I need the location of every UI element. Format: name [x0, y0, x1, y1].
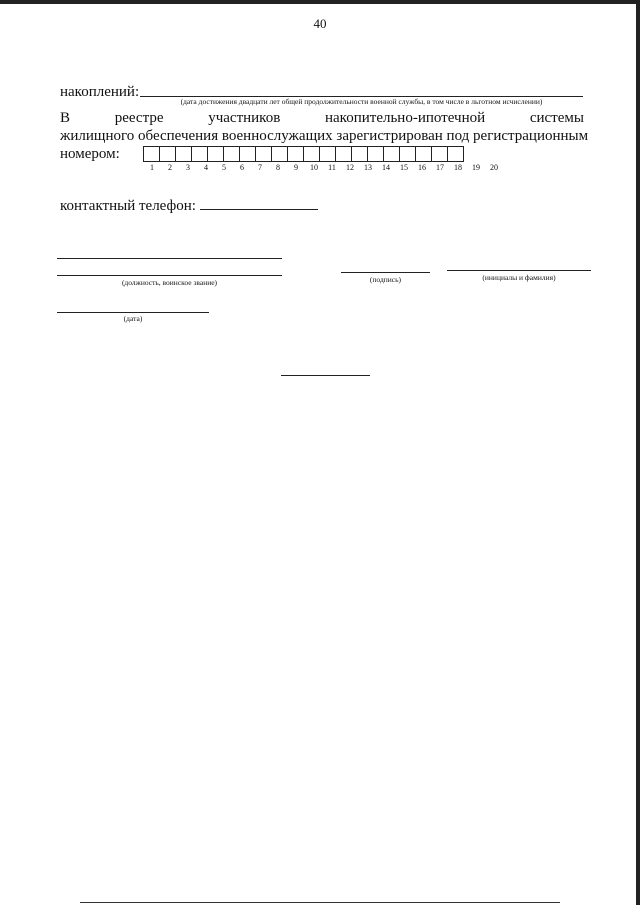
- registration-cell-numbers: [143, 163, 503, 172]
- accumulation-label: накоплений:: [60, 84, 140, 100]
- position-line-upper[interactable]: [57, 258, 282, 259]
- registration-cell[interactable]: [207, 146, 224, 162]
- registration-cell[interactable]: [415, 146, 432, 162]
- registration-cell[interactable]: [159, 146, 176, 162]
- name-line[interactable]: [447, 270, 591, 271]
- registration-cell-number: 20: [490, 163, 498, 172]
- registry-word: реестре: [114, 110, 164, 126]
- registry-word: участников: [208, 110, 281, 126]
- registry-word: накопительно-ипотечной: [325, 110, 486, 126]
- registration-cell[interactable]: [383, 146, 400, 162]
- scan-edge-right: [636, 0, 640, 905]
- registration-cell[interactable]: [431, 146, 448, 162]
- registration-cell[interactable]: [399, 146, 416, 162]
- registration-cell-number: 5: [222, 163, 226, 172]
- registration-cell-number: 4: [204, 163, 208, 172]
- registration-cell[interactable]: [223, 146, 240, 162]
- registration-cell-number: 17: [436, 163, 444, 172]
- registration-cell-number: 7: [258, 163, 262, 172]
- registration-cell-number: 8: [276, 163, 280, 172]
- registration-number-label: номером:: [60, 146, 120, 162]
- page-number: 40: [313, 16, 327, 31]
- registration-cell-number: 19: [472, 163, 480, 172]
- registration-cell[interactable]: [287, 146, 304, 162]
- registration-cell[interactable]: [367, 146, 384, 162]
- registration-cell-number: 9: [294, 163, 298, 172]
- registry-line-2: жилищного обеспечения военнослужащих зарегистрирован под регистрационным: [60, 128, 589, 144]
- registration-cell-number: 18: [454, 163, 462, 172]
- registration-cell[interactable]: [271, 146, 288, 162]
- name-caption: (инициалы и фамилия): [482, 273, 556, 282]
- registry-line-1: [60, 110, 584, 127]
- registration-cell[interactable]: [335, 146, 352, 162]
- registration-cell-number: 10: [310, 163, 318, 172]
- registration-cell-number: 15: [400, 163, 408, 172]
- registration-cell-number: 6: [240, 163, 244, 172]
- registration-cell-number: 2: [168, 163, 172, 172]
- registration-cell[interactable]: [191, 146, 208, 162]
- end-separator-line: [281, 375, 370, 376]
- accumulation-caption: (дата достижения двадцати лет общей продолжительности военной службы, в том числе в льготном исчислении): [180, 97, 543, 106]
- registration-cell[interactable]: [143, 146, 160, 162]
- position-line-lower[interactable]: [57, 275, 282, 276]
- date-caption: (дата): [123, 314, 143, 323]
- signature-caption: (подпись): [369, 275, 402, 284]
- registration-cell[interactable]: [447, 146, 464, 162]
- date-line[interactable]: [57, 312, 209, 313]
- registry-word: В: [60, 110, 71, 126]
- registration-cell-number: 3: [186, 163, 190, 172]
- registration-number-grid[interactable]: [143, 146, 463, 162]
- phone-line[interactable]: [200, 209, 318, 210]
- registration-cell[interactable]: [351, 146, 368, 162]
- phone-label: контактный телефон:: [60, 198, 196, 214]
- registration-cell-number: 12: [346, 163, 354, 172]
- registration-cell-number: 1: [150, 163, 154, 172]
- registry-word: системы: [529, 110, 584, 126]
- registration-cell[interactable]: [319, 146, 336, 162]
- signature-line[interactable]: [341, 272, 430, 273]
- registration-cell-number: 11: [328, 163, 336, 172]
- scan-edge-bottom: [80, 902, 560, 903]
- registration-cell-number: 14: [382, 163, 390, 172]
- registration-cell[interactable]: [175, 146, 192, 162]
- registration-cell[interactable]: [255, 146, 272, 162]
- position-caption: (должность, воинское звание): [121, 278, 218, 287]
- registration-cell[interactable]: [303, 146, 320, 162]
- scan-edge-top: [0, 0, 640, 4]
- registration-cell-number: 16: [418, 163, 426, 172]
- registration-cell[interactable]: [239, 146, 256, 162]
- registration-cell-number: 13: [364, 163, 372, 172]
